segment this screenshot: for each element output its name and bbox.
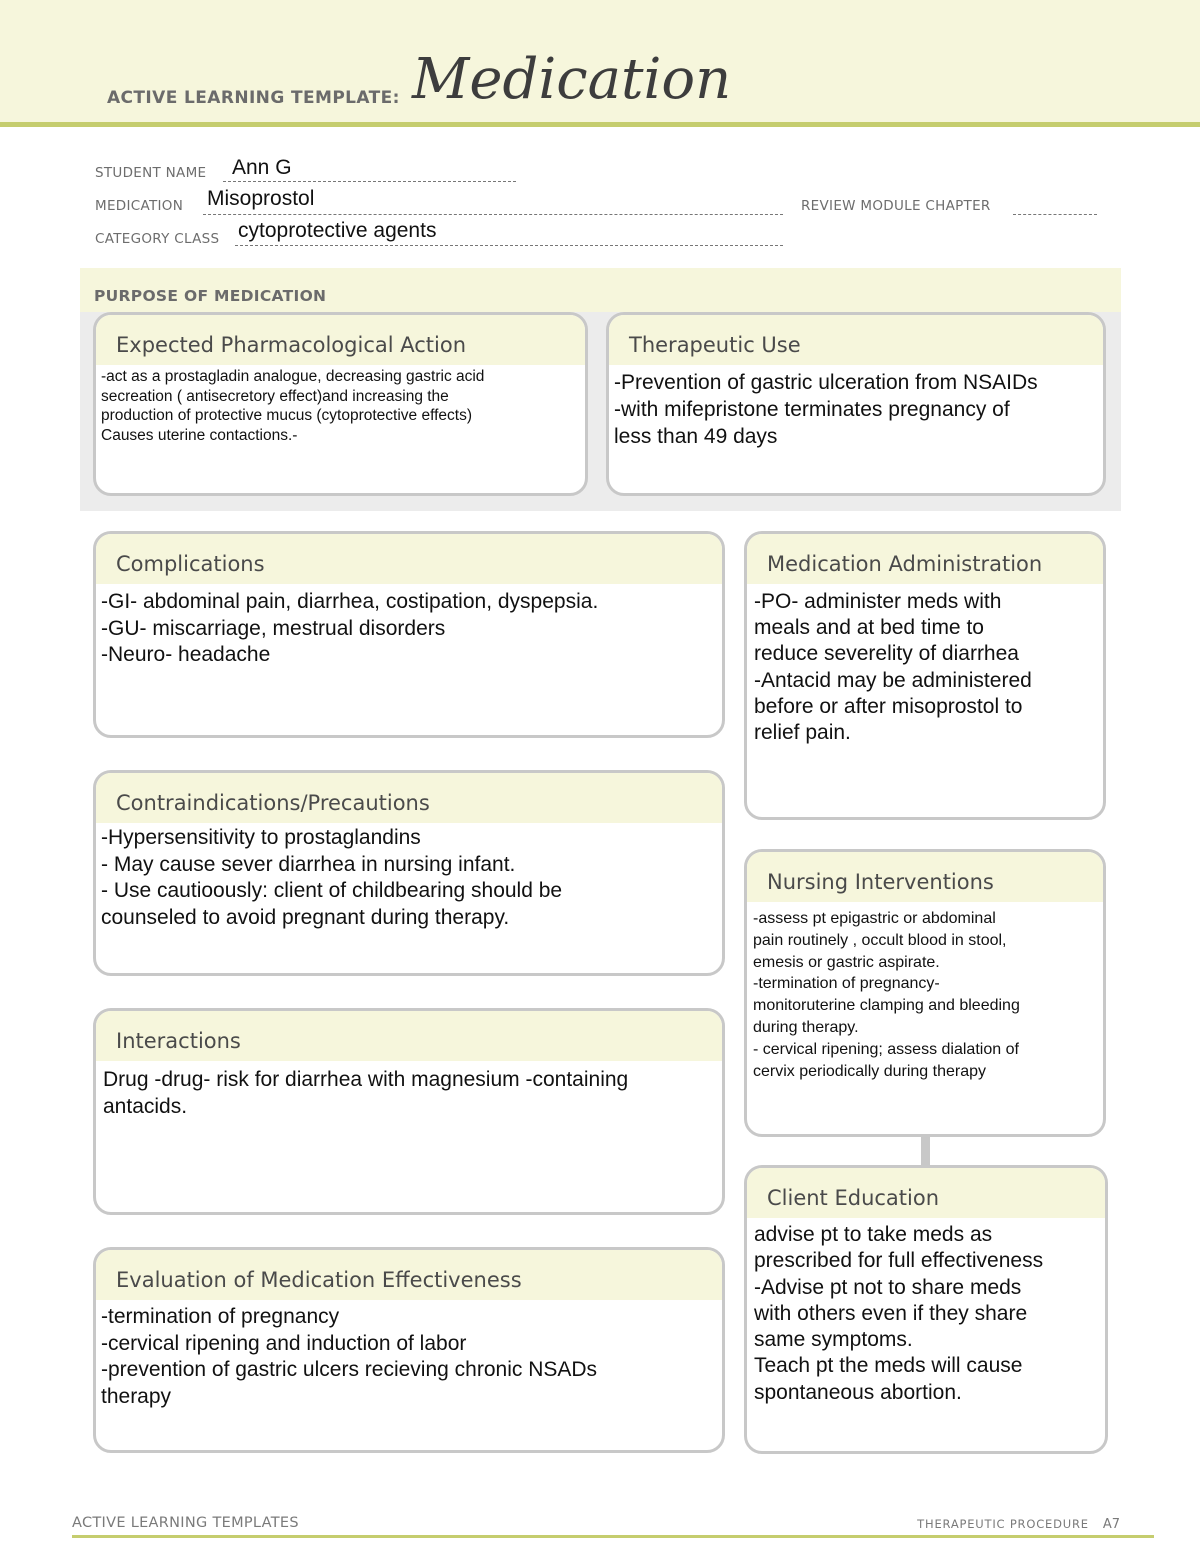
nursing-body[interactable]: -assess pt epigastric or abdominal pain routinely , occult blood in stool, emesis or gastric aspirate. -termination of pregnancy- monitoruterine clamping and bleeding during therapy. - cervical ripening; assess dialation of cervix periodically during therapy: [753, 910, 1020, 1080]
footer-left: ACTIVE LEARNING TEMPLATES: [72, 1515, 299, 1531]
footer-rule: [72, 1535, 1154, 1538]
evaluation-body[interactable]: -termination of pregnancy -cervical ripening and induction of labor -prevention of gastric ulcers recieving chronic NSADs therapy: [101, 1305, 598, 1408]
expected-action-body[interactable]: -act as a prostagladin analogue, decreasing gastric acid secreation ( antisecretory effect)and increasing the production of protective mucus (cytoprotective effects) Causes uterine contactions.-: [101, 368, 485, 444]
evaluation-box[interactable]: [93, 1247, 725, 1453]
review-module-label: REVIEW MODULE CHAPTER: [801, 198, 991, 214]
therapeutic-use-title: Therapeutic Use: [609, 315, 1103, 365]
complications-box[interactable]: [93, 531, 725, 738]
header-rule: [0, 122, 1200, 127]
category-class-line: [235, 245, 783, 246]
category-class-value[interactable]: cytoprotective agents: [238, 219, 437, 242]
contraindications-body[interactable]: -Hypersensitivity to prostaglandins - May cause sever diarrhea in nursing infant. - Use cautioously: client of childbearing should be counseled to avoid pregnant during therapy.: [101, 826, 563, 929]
complications-body[interactable]: -GI- abdominal pain, diarrhea, costipation, dyspepsia. -GU- miscarriage, mestrual disorders -Neuro- headache: [101, 590, 599, 666]
medication-line: [203, 214, 783, 215]
interactions-box[interactable]: [93, 1008, 725, 1215]
nursing-title: Nursing Interventions: [747, 852, 1103, 902]
review-module-line: [1013, 214, 1097, 215]
purpose-label: PURPOSE OF MEDICATION: [94, 287, 327, 305]
medication-label: MEDICATION: [95, 198, 184, 214]
expected-action-title: Expected Pharmacological Action: [96, 315, 585, 365]
interactions-body[interactable]: Drug -drug- risk for diarrhea with magnesium -containing antacids.: [103, 1068, 629, 1118]
evaluation-title: Evaluation of Medication Effectiveness: [96, 1250, 722, 1300]
education-body[interactable]: advise pt to take meds as prescribed for full effectiveness -Advise pt not to share meds with others even if they share same symptoms. Teach pt the meds will cause spontaneous abortion.: [754, 1223, 1044, 1404]
administration-title: Medication Administration: [747, 534, 1103, 584]
therapeutic-use-body[interactable]: -Prevention of gastric ulceration from NSAIDs -with mifepristone terminates pregnancy of less than 49 days: [614, 371, 1038, 448]
footer-right: [917, 1517, 1120, 1532]
footer-page-number: A7: [1102, 1517, 1120, 1532]
template-label: ACTIVE LEARNING TEMPLATE:: [107, 88, 400, 108]
student-name-value[interactable]: Ann G: [232, 156, 292, 179]
administration-body[interactable]: -PO- administer meds with meals and at bed time to reduce severelity of diarrhea -Antacid may be administered before or after misoprostol to relief pain.: [754, 590, 1032, 745]
interactions-title: Interactions: [96, 1011, 722, 1061]
contraindications-box[interactable]: [93, 770, 725, 976]
student-name-line: [223, 181, 516, 182]
expected-action-box[interactable]: [93, 312, 588, 496]
template-title: Medication: [412, 47, 732, 112]
education-box[interactable]: [744, 1165, 1108, 1454]
box-connector: [921, 1134, 930, 1166]
student-name-label: STUDENT NAME: [95, 165, 207, 181]
contraindications-title: Contraindications/Precautions: [96, 773, 722, 823]
nursing-box[interactable]: [744, 849, 1106, 1137]
therapeutic-use-box[interactable]: [606, 312, 1106, 496]
education-title: Client Education: [747, 1168, 1105, 1218]
footer-procedure: THERAPEUTIC PROCEDURE: [917, 1517, 1089, 1531]
administration-box[interactable]: [744, 531, 1106, 820]
category-class-label: CATEGORY CLASS: [95, 231, 220, 247]
medication-value[interactable]: Misoprostol: [207, 187, 315, 210]
complications-title: Complications: [96, 534, 722, 584]
